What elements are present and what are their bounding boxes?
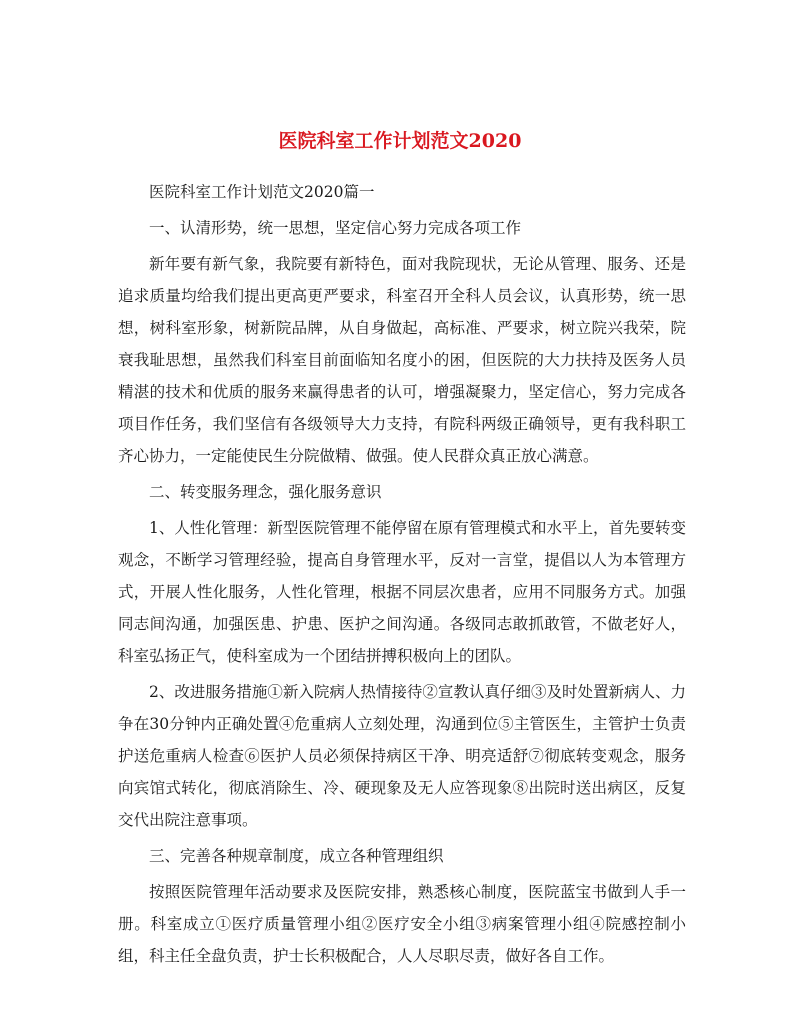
- section-heading-1: 一、认清形势，统一思想，坚定信心努力完成各项工作: [149, 219, 522, 237]
- section-2-paragraph-1: 1、人性化管理：新型医院管理不能停留在原有管理模式和水平上，首先要转变观念，不断学习管理经验，提高自身管理水平，反对一言堂，提倡以人为本管理方式，开展人性化服务，人性化管理，根据不同层次患者，应用不同服务方式。加强同志间沟通，加强医患、护患、医护之间沟通。各级同志敢抓敢管，不做老好人，科室弘扬正气，使科室成为一个团结拼搏积极向上的团队。: [118, 519, 686, 665]
- section-3-paragraph-1: 按照医院管理年活动要求及医院安排，熟悉核心制度，医院蓝宝书做到人手一册。科室成立①医疗质量管理小组②医疗安全小组③病案管理小组④院感控制小组，科主任全盘负责，护士长积极配合，人人尽职尽责，做好各自工作。: [118, 883, 686, 965]
- document-body: [118, 176, 686, 976]
- section-2-paragraph-2: 2、改进服务措施①新入院病人热情接待②宣教认真仔细③及时处置新病人、力争在30分钟内正确处置④危重病人立刻处理，沟通到位⑤主管医生，主管护士负责护送危重病人检查⑥医护人员必须保持病区干净、明亮适舒⑦彻底转变观念，服务向宾馆式转化，彻底消除生、冷、硬现象及无人应答现象⑧出院时送出病区，反复交代出院注意事项。: [118, 683, 686, 829]
- document-subtitle: 医院科室工作计划范文2020篇一: [149, 183, 375, 201]
- section-heading-2: 二、转变服务理念，强化服务意识: [149, 483, 382, 501]
- section-heading-3: 三、完善各种规章制度，成立各种管理组织: [149, 847, 444, 865]
- section-1-paragraph-1: 新年要有新气象，我院要有新特色，面对我院现状，无论从管理、服务、还是追求质量均给我们提出更高更严要求，科室召开全科人员会议，认真形势，统一思想，树科室形象，树新院品牌，从自身做起，高标准、严要求，树立院兴我荣，院衰我耻思想，虽然我们科室目前面临知名度小的困，但医院的大力扶持及医务人员精湛的技术和优质的服务来赢得患者的认可，增强凝聚力，坚定信心，努力完成各项目作任务，我们坚信有各级领导大力支持，有院科两级正确领导，更有我科职工齐心协力，一定能使民生分院做精、做强。使人民群众真正放心满意。: [118, 255, 686, 465]
- document-title: 医院科室工作计划范文2020: [278, 129, 522, 152]
